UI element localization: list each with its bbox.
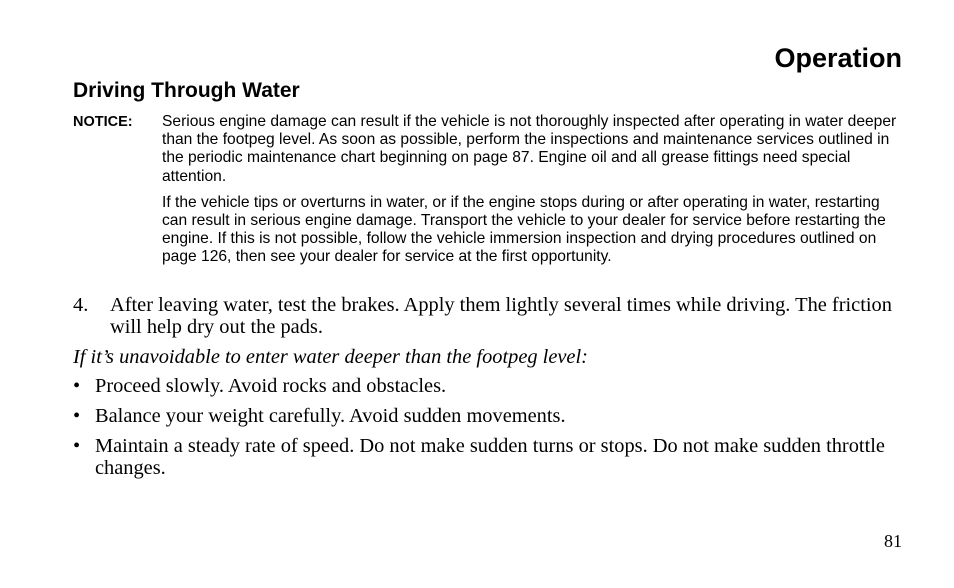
notice-paragraph: If the vehicle tips or overturns in water, or if the engine stops during or after operating in water, restarting can result in serious engine damage. Transport the vehicle to your dealer for service before restarting the engine. If this is not possible, follow the vehicle immersion inspection and drying procedures outlined on page 126, then see your dealer for service at the first opportunity. [162,193,886,266]
step-text: After leaving water, test the brakes. Apply them lightly several times while driving. The friction will help dry out the pads. [110,294,892,338]
step-number: 4. [73,294,89,316]
bullet-text: Balance your weight carefully. Avoid sudden movements. [95,405,566,427]
page-heading: Driving Through Water [73,79,300,102]
numbered-step [73,294,903,338]
list-item [73,405,903,427]
bullet-marker: • [73,375,81,397]
notice-paragraph: Serious engine damage can result if the vehicle is not thoroughly inspected after operating in water deeper than the footpeg level. As soon as possible, perform the inspections and maintenance services outlined in the periodic maintenance chart beginning on page 87. Engine oil and all grease fittings need special attention. [162,113,897,185]
bullet-text: Maintain a steady rate of speed. Do not make sudden turns or stops. Do not make sudden throttle changes. [95,435,885,479]
list-item [73,435,903,479]
bullet-text: Proceed slowly. Avoid rocks and obstacles. [95,375,447,397]
bullet-intro: If it’s unavoidable to enter water deeper than the footpeg level: [73,346,588,368]
bullet-marker: • [73,405,81,427]
list-item [73,375,903,397]
bullet-marker: • [73,435,81,457]
notice-label: NOTICE: [73,114,133,130]
notice-block [73,113,903,275]
section-title: Operation [774,43,902,73]
bullet-list [73,375,903,487]
page-number: 81 [884,531,902,551]
notice-body [162,113,903,267]
